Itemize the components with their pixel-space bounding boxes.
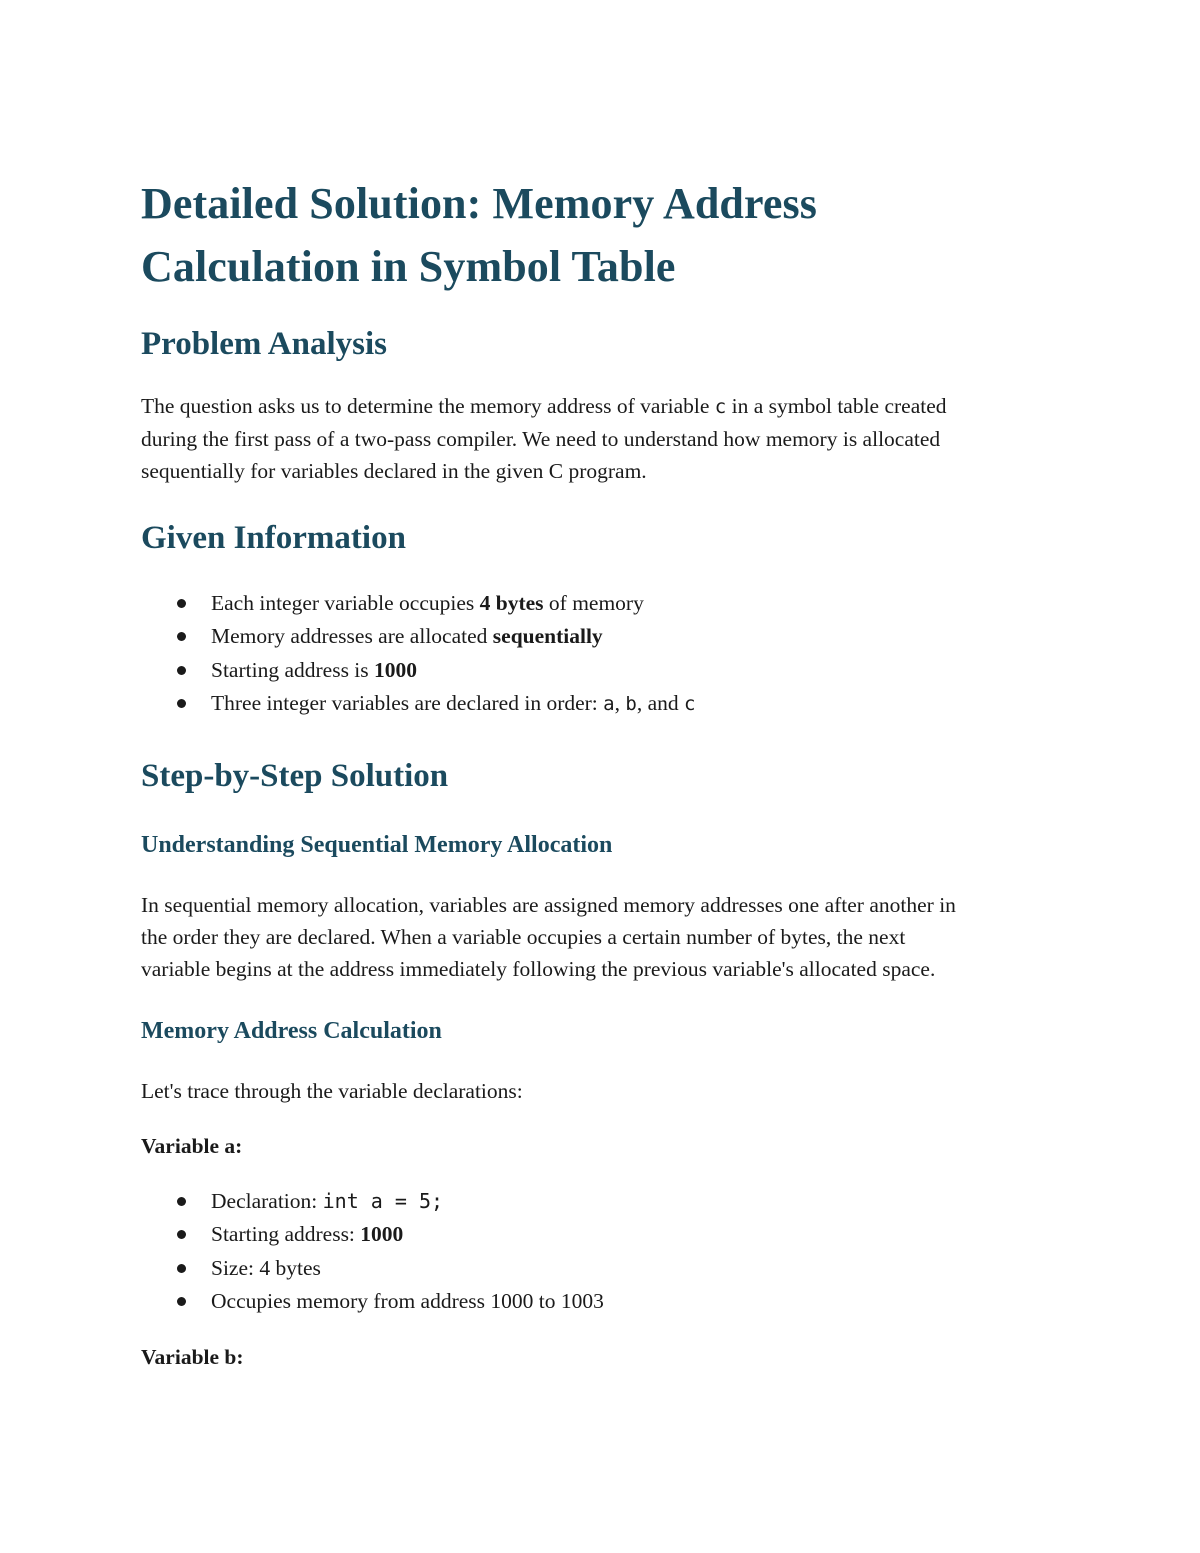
item-bold: sequentially [492,624,603,649]
given-information-list [141,587,1041,721]
inline-code-declaration: int a = 5; [322,1189,444,1214]
item-text: , and [636,690,684,715]
item-bold: 1000 [374,657,418,682]
bullet-icon [177,666,186,675]
sequential-allocation-paragraph [141,889,1041,985]
subheading-address-calculation: Memory Address Calculation [141,1018,442,1045]
variable-a-list [141,1185,1041,1318]
list-item [211,687,1041,721]
heading-problem-analysis: Problem Analysis [141,326,388,362]
bullet-icon [177,1197,186,1206]
inline-code-c: c [714,396,727,418]
item-text: Starting address: [211,1222,361,1247]
problem-analysis-paragraph [141,390,1041,487]
item-text: Each integer variable occupies [211,591,480,615]
list-item [211,587,1041,620]
problem-text-start: The question asks us to determine the memory address of variable [141,394,715,418]
list-item [211,1285,1041,1318]
list-item [211,620,1041,653]
item-text: Size: 4 bytes [211,1255,321,1280]
trace-intro: Let's trace through the variable declarations: [141,1079,523,1104]
heading-step-by-step: Step-by-Step Solution [141,758,449,795]
item-text: , [614,690,626,715]
item-bold: 1000 [360,1222,404,1247]
bullet-icon [177,1230,186,1239]
item-text: Three integer variables are declared in order: [211,690,604,715]
list-item [211,1218,1041,1251]
variable-a-label: Variable a: [141,1134,243,1159]
problem-text-line3: sequentially for variables declared in the given C program. [141,459,647,483]
item-text: Declaration: [211,1189,323,1214]
problem-text-line1-end: in a symbol table created [726,394,947,418]
list-item [211,1252,1041,1285]
item-text: Occupies memory from address 1000 to 1003 [211,1289,604,1314]
variable-b-label: Variable b: [141,1345,244,1370]
item-bold: 4 bytes [479,591,544,615]
item-text: of memory [543,591,644,615]
paragraph-line: In sequential memory allocation, variables are assigned memory addresses one after another in [141,893,956,918]
bullet-icon [177,1297,186,1306]
list-item [211,654,1041,687]
bullet-icon [177,599,186,608]
list-item [211,1185,1041,1218]
heading-given-information: Given Information [141,520,406,556]
bullet-icon [177,699,186,708]
bullet-icon [177,1264,186,1273]
document-page [141,172,1041,1373]
problem-text-line2: during the first pass of a two-pass compiler. We need to understand how memory is allocated [141,427,941,451]
title-line-2: Calculation in Symbol Table [141,242,676,291]
title-line-1: Detailed Solution: Memory Address [141,179,817,228]
document-title [141,172,1041,298]
inline-code-c: c [683,692,696,715]
paragraph-line: the order they are declared. When a variable occupies a certain number of bytes, the next [141,925,906,950]
item-text: Memory addresses are allocated [211,624,493,649]
item-text: Starting address is [211,657,375,682]
inline-code-b: b [625,692,637,715]
subheading-sequential-allocation: Understanding Sequential Memory Allocation [141,832,613,859]
bullet-icon [177,632,186,641]
inline-code-a: a [603,692,615,715]
paragraph-line: variable begins at the address immediately following the previous variable's allocated space. [141,957,936,982]
